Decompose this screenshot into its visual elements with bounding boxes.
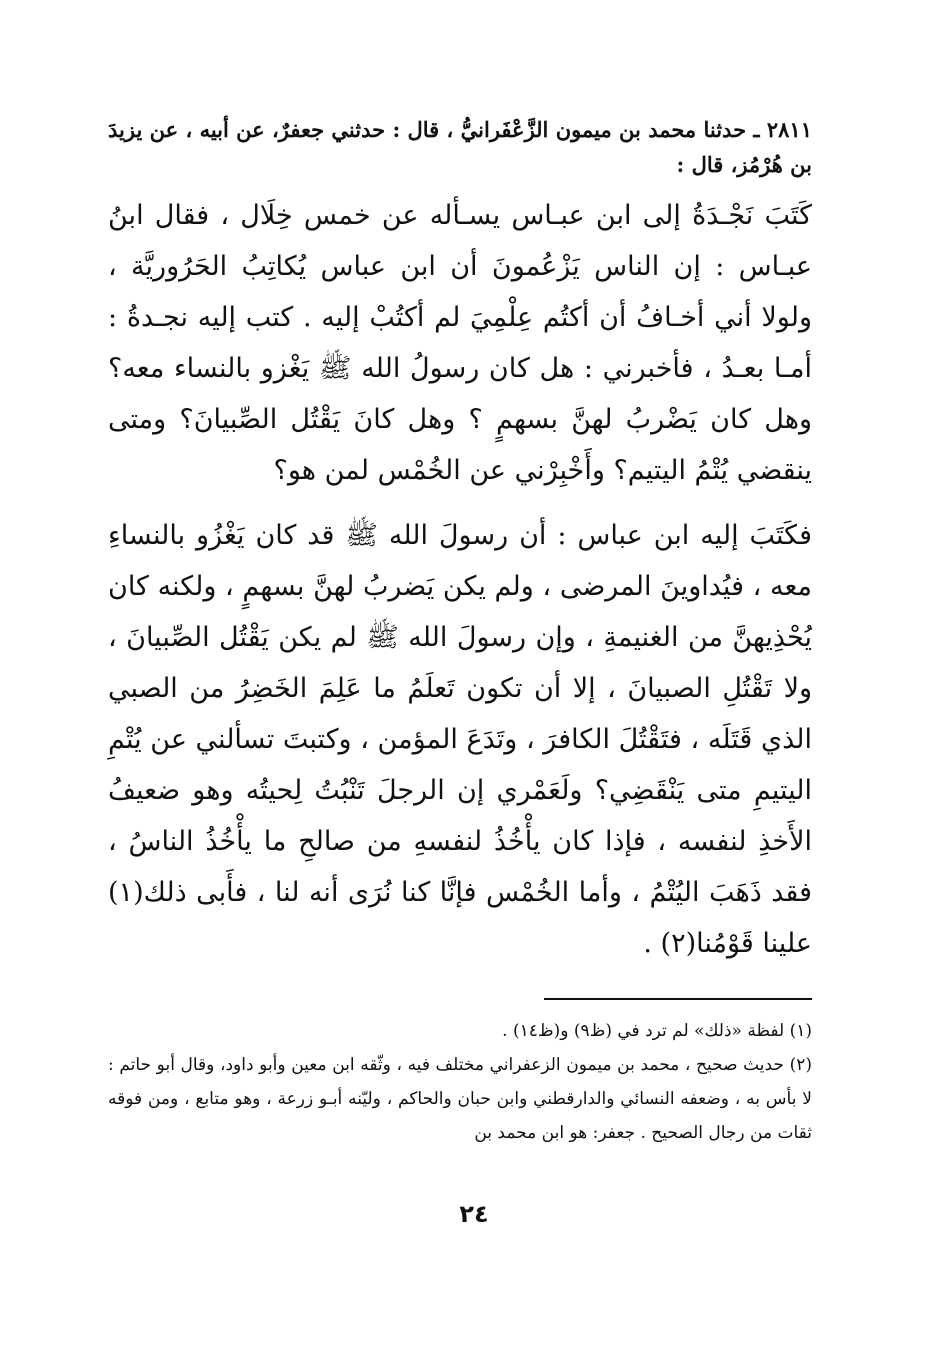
question-paragraph: كَتَبَ نَجْـدَةُ إلى ابن عبـاس يسـأله عن خمس خِلَال ، فقال ابنُ عبـاس : إن الناس يَزْعُمونَ أن ابن عباس يُكاتِبُ الحَرُوريَّة ، ولولا أني أخـافُ أن أكتُم عِلْمِيَ لم أكتُبْ إليه . كتب إليه نجـدةُ : أمـا بعـدُ ، فأخبرني : هل كان رسولُ الله ﷺ يَغْزو بالنساء معه؟ وهل كان يَضْربُ لهنَّ بسهمٍ ؟ وهل كانَ يَقْتُل الصِّبيانَ؟ ومتى ينقضي يُتْمُ اليتيم؟ وأَخْبِرْني عن الخُمْس لمن هو؟ bbox=[108, 200, 812, 486]
footnote-separator bbox=[544, 998, 812, 1000]
answer-paragraph: فكَتَبَ إليه ابن عباس : أن رسولَ الله ﷺ قد كان يَغْزُو بالنساءِ معه ، فيُداوينَ المرضى ، ولم يكن يَضربُ لهنَّ بسهمٍ ، ولكنه كان يُحْذِيهنَّ من الغنيمةِ ، وإن رسولَ الله ﷺ لم يكن يَقْتُل الصِّبيانَ ، ولا تَقْتُلِ الصبيانَ ، إلا أن تكون تَعلَمُ ما عَلِمَ الخَضِرُ من الصبي الذي قَتَلَه ، فتَقْتُلَ الكافرَ ، وتَدَعَ المؤمن ، وكتبتَ تسألني عن يُتْمِ اليتيمِ متى يَنْقَضِي؟ ولَعَمْري إن الرجلَ تَنْبُتُ لِحيتُه وهو ضعيفُ الأَخذِ لنفسه ، فإذا كان يأْخُذُ لنفسهِ من صالحِ ما يأْخُذُ الناسُ ، فقد ذَهَبَ اليُتْمُ ، وأما الخُمْس فإنَّا كنا نُرَى أنه لنا ، فأَبى ذلك(١) علينا قَوْمُنا(٢) . bbox=[108, 520, 812, 959]
footnote-1: (١) لفظة «ذلك» لم ترد في (ظ٩) و(ظ١٤) . bbox=[502, 1021, 812, 1041]
footnote-2: (٢) حديث صحيح ، محمد بن ميمون الزعفراني مختلف فيه ، وثّقه ابن معين وأبو داود، وقال أبو حاتم : لا بأس به ، وضعفه النسائي والدارقطني وابن حبان والحاكم ، وليّنه أبـو زرعة ، وهو متابع ، ومن فوقه ثقات من رجال الصحيح . جعفر: هو ابن محمد بن bbox=[108, 1055, 812, 1143]
page-number: ٢٤ bbox=[459, 1200, 489, 1228]
page-body bbox=[108, 112, 812, 983]
hadith-chain-intro: ٢٨١١ ـ حدثنا محمد بن ميمون الزَّعْفَرانيُّ ، قال : حدثني جعفرٌ، عن أبيه ، عن يزيدَ بن هُرْمُز، قال : bbox=[108, 117, 812, 177]
footnotes-section bbox=[108, 1014, 812, 1150]
